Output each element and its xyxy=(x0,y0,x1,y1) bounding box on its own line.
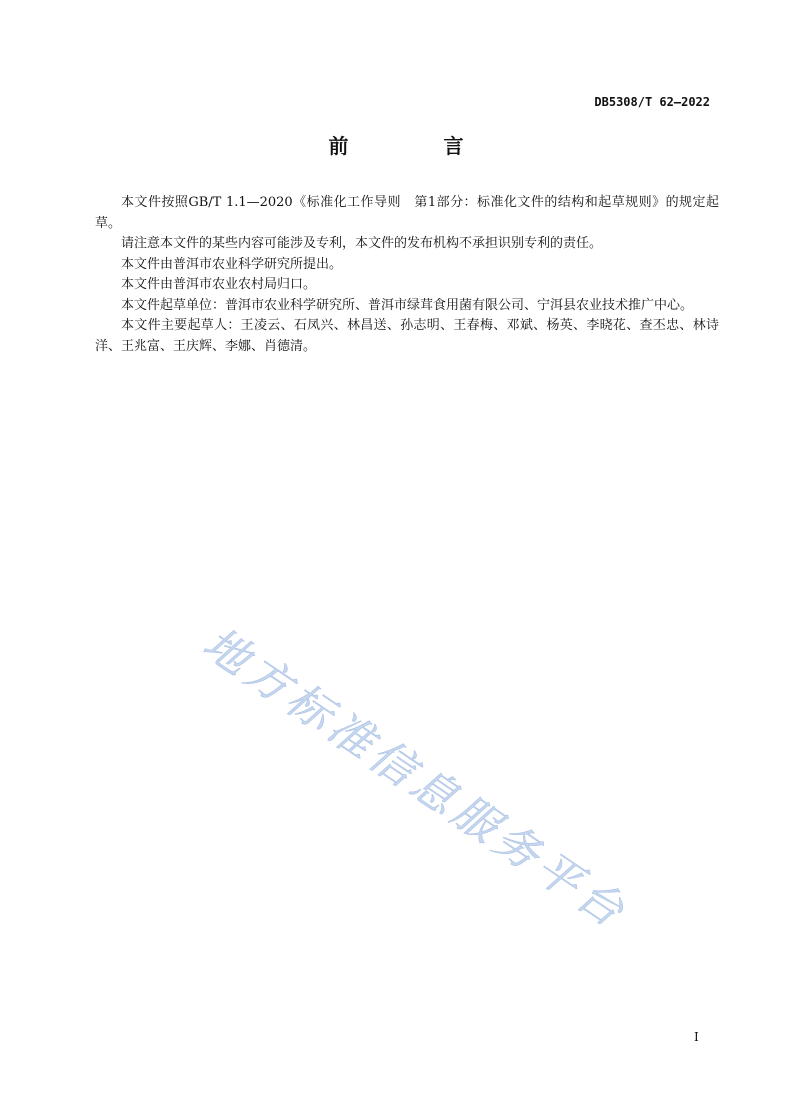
foreword-body xyxy=(95,193,719,357)
document-code: DB5308/T 62—2022 xyxy=(594,95,710,109)
page-number: I xyxy=(694,1030,699,1044)
paragraph-drafting-rules: 本文件按照GB/T 1.1—2020《标准化工作导则 第1部分：标准化文件的结构和起草规则》的规定起草。 xyxy=(95,195,719,231)
watermark: 地方标准信息服务平台 xyxy=(193,617,638,940)
paragraph-drafters: 本文件主要起草人：王凌云、石凤兴、林昌送、孙志明、王春梅、邓斌、杨英、李晓花、查丕忠、林诗洋、王兆富、王庆辉、李娜、肖德清。 xyxy=(95,318,719,354)
paragraph-patent-notice: 请注意本文件的某些内容可能涉及专利，本文件的发布机构不承担识别专利的责任。 xyxy=(121,236,603,251)
paragraph-proposer: 本文件由普洱市农业科学研究所提出。 xyxy=(121,256,343,272)
paragraph-drafting-units: 本文件起草单位：普洱市农业科学研究所、普洱市绿茸食用菌有限公司、宁洱县农业技术推广中心。 xyxy=(121,297,694,313)
page-title: 前 言 xyxy=(328,134,508,158)
paragraph-administrator: 本文件由普洱市农业农村局归口。 xyxy=(121,277,317,292)
